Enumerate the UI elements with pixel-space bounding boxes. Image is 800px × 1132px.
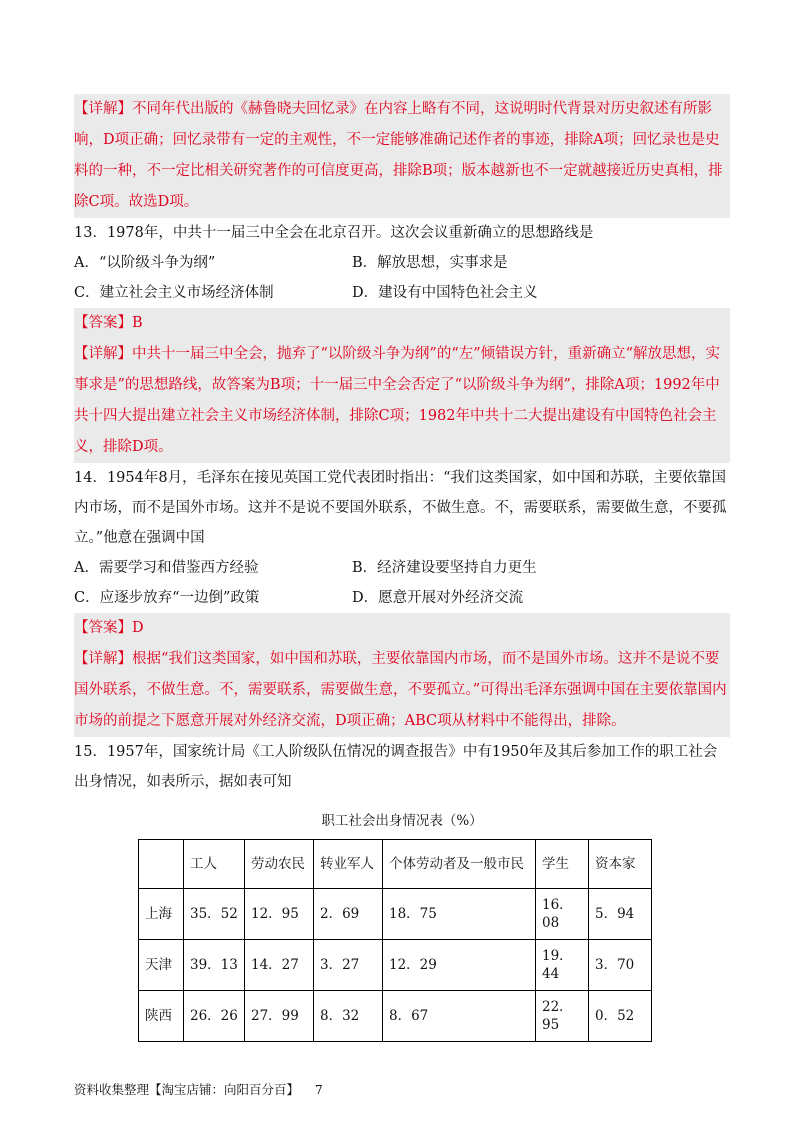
detail-tag: 【详解】: [74, 651, 132, 667]
table-header-row: [139, 840, 652, 889]
q13-option-b: B．解放思想，实事求是: [352, 255, 508, 271]
detail-text: 根据“我们这类国家，如中国和苏联，主要依靠国内市场，而不是国外市场。这并不是说不要国外联系，不做生意。不，需要联系，需要做生意，不要孤立。”可得出毛泽东强调中国在主要依靠国内市场的前提之下愿意开展对外经济交流，D项正确；ABC项从材料中不能得出，排除。: [74, 651, 727, 729]
prev-detail: [74, 94, 730, 218]
table-cell: 14．27: [245, 940, 314, 991]
table-header-cell: [139, 840, 184, 889]
footer-source: 资料收集整理【淘宝店铺：向阳百分百】: [74, 1082, 300, 1097]
table-cell: 27．99: [245, 991, 314, 1042]
page-number: 7: [314, 1082, 323, 1097]
table-cell: 3．70: [589, 940, 652, 991]
table-header-cell: 转业军人: [314, 840, 383, 889]
table-cell: 3．27: [314, 940, 383, 991]
table-cell: 26．26: [184, 991, 245, 1042]
q14-stem: 14．1954年8月，毛泽东在接见英国工党代表团时指出：“我们这类国家，如中国和苏联，主要依靠国内市场，而不是国外市场。这并不是说不要国外联系，不做生意。不，需要联系，需要做生意，不要孤立。”他意在强调中国: [74, 470, 727, 546]
q14-option-a: A．需要学习和借鉴西方经验: [74, 560, 259, 576]
table-cell: 19．44: [536, 940, 589, 991]
q13-stem: 13．1978年，中共十一届三中全会在北京召开。这次会议重新确立的思想路线是: [74, 225, 594, 241]
table-row: [139, 889, 652, 940]
q14-options-row-2: [74, 583, 730, 613]
document-page: [74, 94, 730, 1042]
table-caption: 职工社会出身情况表（%）: [321, 813, 483, 829]
table-cell: 39．13: [184, 940, 245, 991]
table-cell-region: 陕西: [139, 991, 184, 1042]
table-cell: 12．95: [245, 889, 314, 940]
q13-option-d: D．建设有中国特色社会主义: [352, 285, 538, 301]
table-cell: 5．94: [589, 889, 652, 940]
page-footer: [74, 1080, 323, 1098]
q14-option-b: B．经济建设要坚持自力更生: [352, 560, 537, 576]
table-header-cell: 工人: [184, 840, 245, 889]
q13-options-row-1: [74, 248, 730, 278]
q14-option-d: D．愿意开展对外经济交流: [352, 590, 524, 606]
table-header-cell: 学生: [536, 840, 589, 889]
table-cell: 18．75: [383, 889, 536, 940]
detail-text: 中共十一届三中全会，抛弃了“以阶级斗争为纲”的“左”倾错误方针，重新确立“解放思想，实事求是”的思想路线，故答案为B项；十一届三中全会否定了“以阶级斗争为纲”，排除A项；1992年中共十四大提出建立社会主义市场经济体制，排除C项；1982年中共十二大提出建设有中国特色社会主义，排除D项。: [74, 346, 721, 455]
q14-detail: [74, 644, 730, 737]
table-cell: 2．69: [314, 889, 383, 940]
table-header-cell: 资本家: [589, 840, 652, 889]
table-cell: 8．32: [314, 991, 383, 1042]
detail-tag: 【详解】: [74, 346, 132, 362]
table-cell: 35．52: [184, 889, 245, 940]
table-cell: 22．95: [536, 991, 589, 1042]
table-cell-region: 天津: [139, 940, 184, 991]
q14-answer: 【答案】D: [74, 613, 730, 644]
detail-text: 不同年代出版的《赫鲁晓夫回忆录》在内容上略有不同，这说明时代背景对历史叙述有所影响，D项正确；回忆录带有一定的主观性，不一定能够准确记述作者的事迹，排除A项；回忆录也是史料的一种，不一定比相关研究著作的可信度更高，排除B项；版本越新也不一定就越接近历史真相，排除C项。故选D项。: [74, 101, 723, 210]
q15-stem: 15．1957年，国家统计局《工人阶级队伍情况的调查报告》中有1950年及其后参加工作的职工社会出身情况，如表所示，据如表可知: [74, 744, 718, 790]
table-row: [139, 991, 652, 1042]
table-header-cell: 个体劳动者及一般市民: [383, 840, 536, 889]
table-cell: 16．08: [536, 889, 589, 940]
q14-options-row-1: [74, 553, 730, 583]
q13-option-c: C．建立社会主义市场经济体制: [74, 285, 274, 301]
q13-options-row-2: [74, 278, 730, 308]
table-cell-region: 上海: [139, 889, 184, 940]
table-cell: 0．52: [589, 991, 652, 1042]
table-row: [139, 940, 652, 991]
origin-table: [138, 839, 652, 1042]
table-header-cell: 劳动农民: [245, 840, 314, 889]
q13-detail: [74, 339, 730, 463]
q13-option-a: A．“以阶级斗争为纲”: [74, 255, 216, 271]
q14-option-c: C．应逐步放弃“一边倒”政策: [74, 590, 260, 606]
detail-tag: 【详解】: [74, 101, 132, 117]
q13-answer: 【答案】B: [74, 308, 730, 339]
table-cell: 8．67: [383, 991, 536, 1042]
table-cell: 12．29: [383, 940, 536, 991]
